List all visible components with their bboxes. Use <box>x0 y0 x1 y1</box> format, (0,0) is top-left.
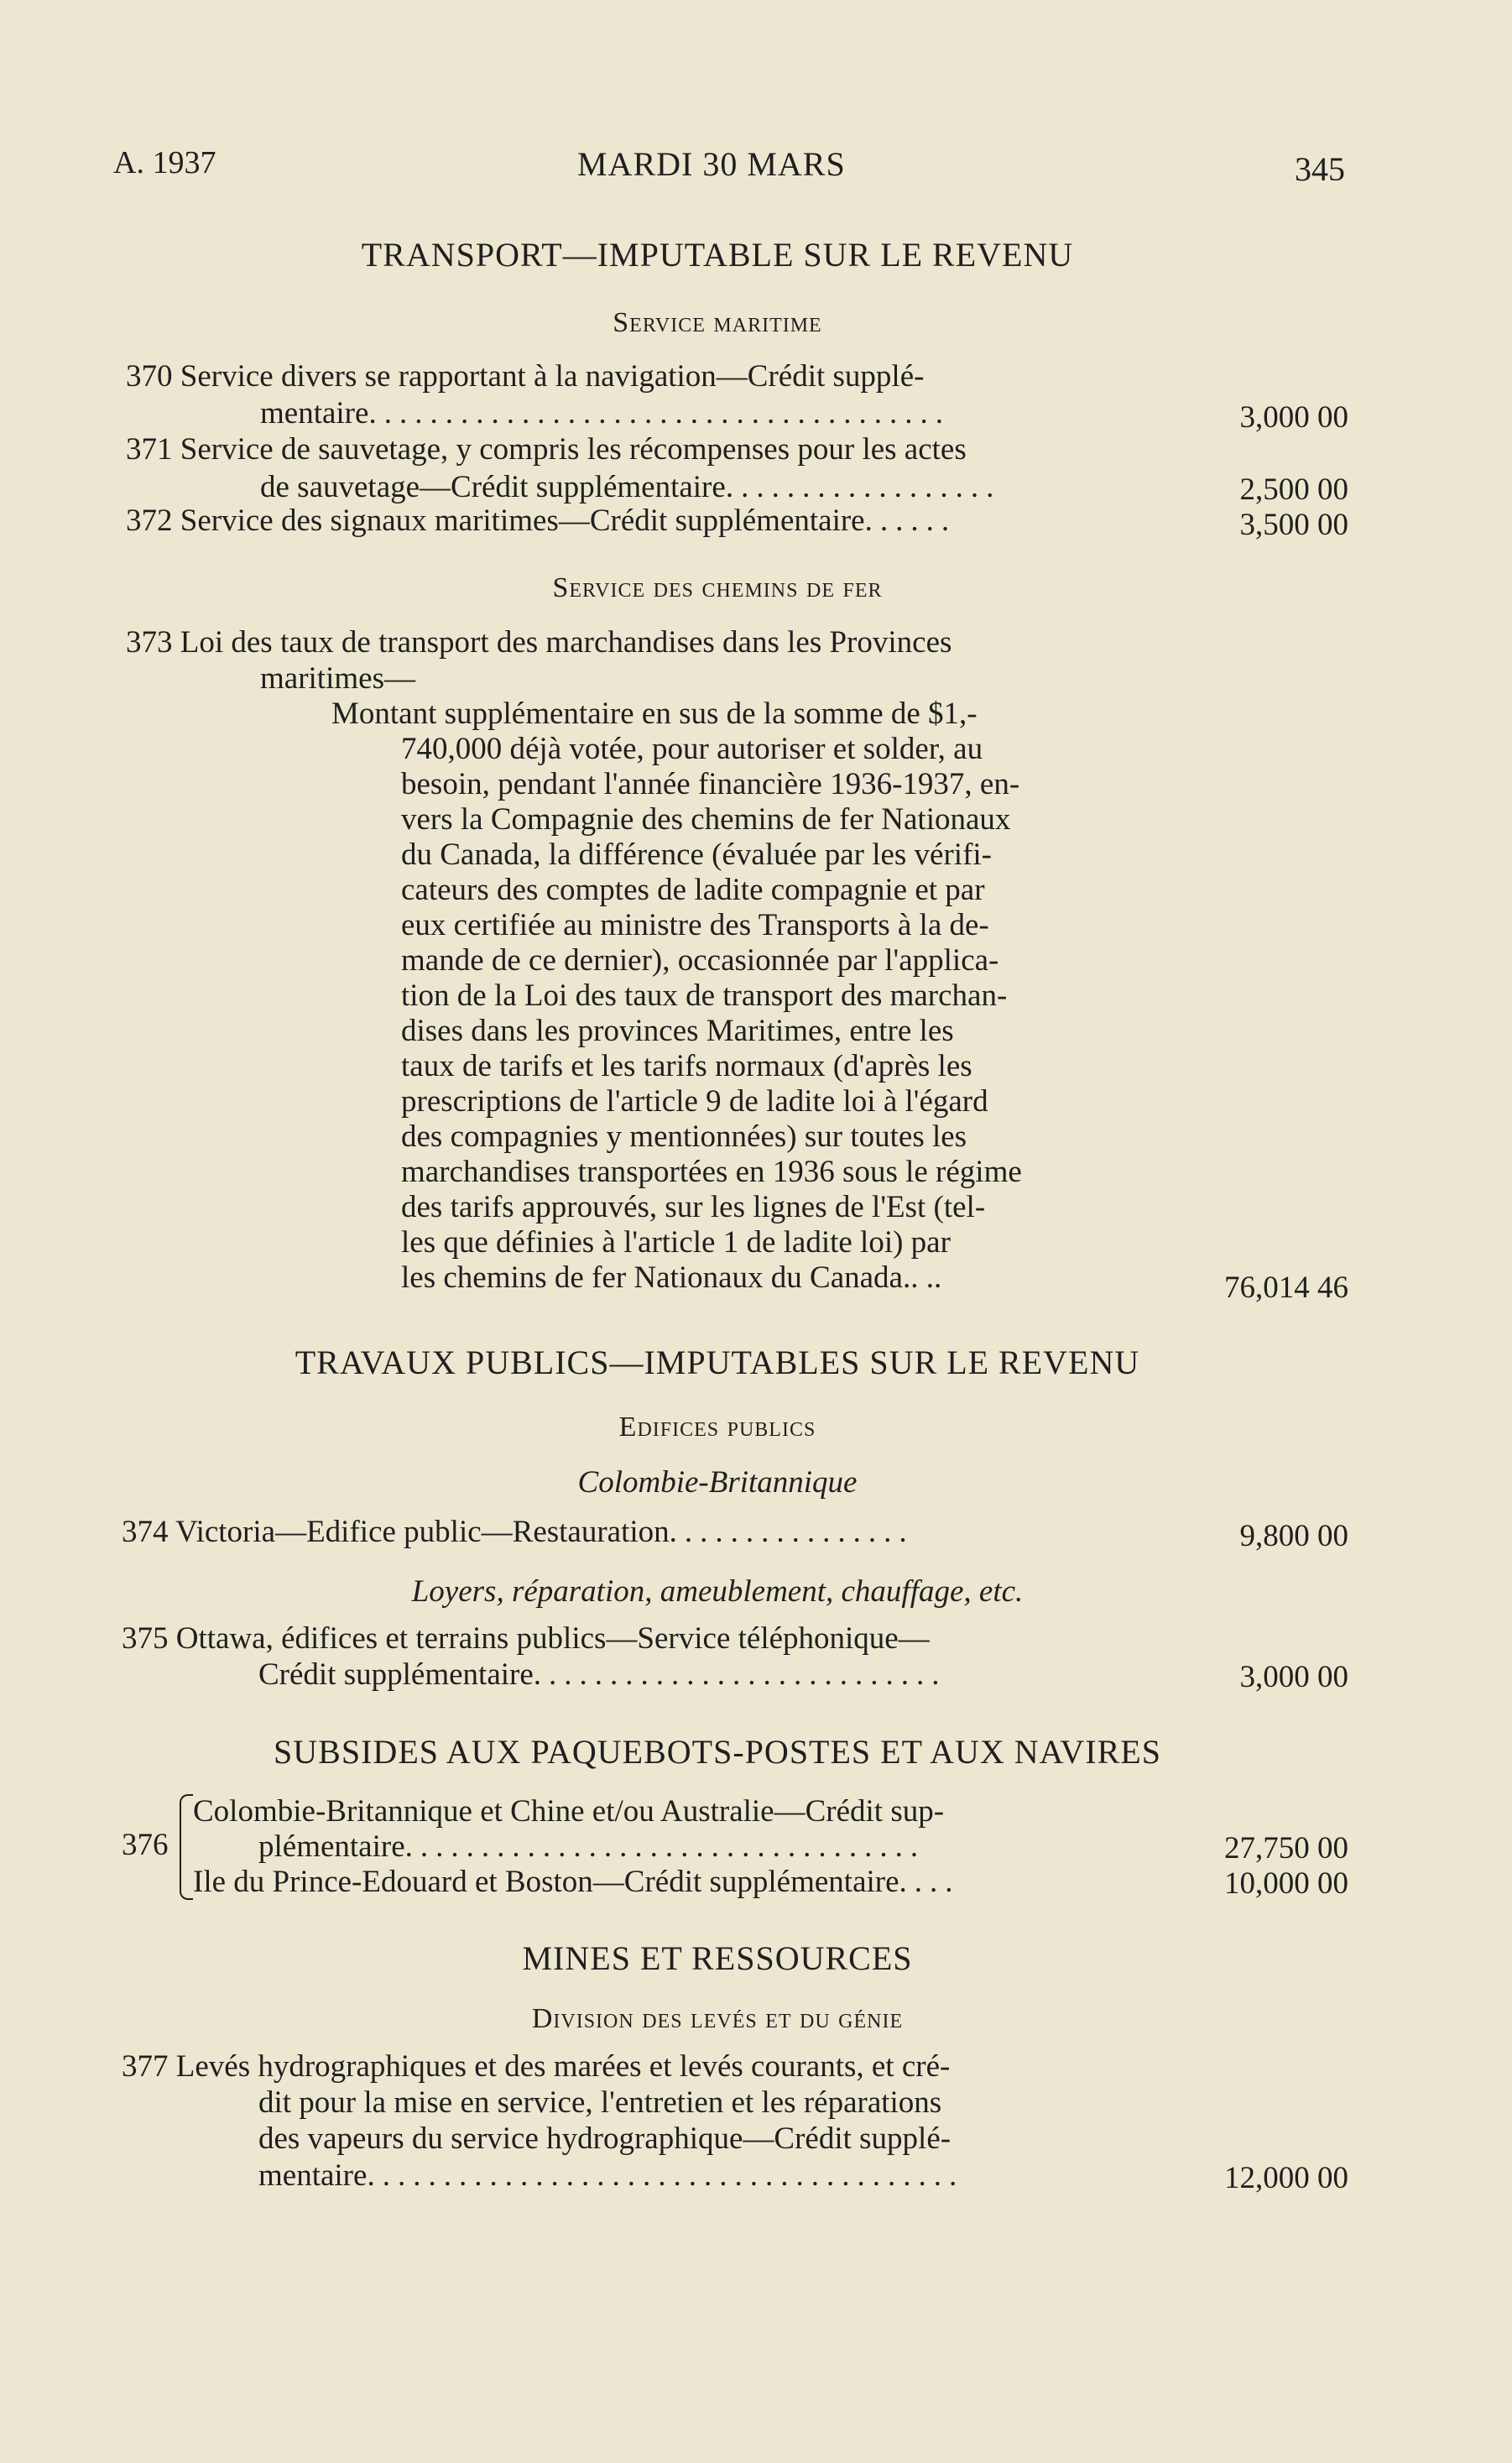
item-372-line1: 372 Service des signaux maritimes—Crédit supplémentaire...... <box>126 504 957 538</box>
item-376-line1: Colombie-Britannique et Chine et/ou Australie—Crédit sup- <box>193 1794 945 1829</box>
item-376-brace <box>180 1794 193 1900</box>
subsection-title-railways: Service des chemins de fer <box>552 572 883 603</box>
item-373-body-10: taux de tarifs et les tarifs normaux (d'après les <box>401 1049 972 1083</box>
item-373-body-15: les que définies à l'article 1 de ladite loi) par <box>401 1225 951 1260</box>
item-373-body-4: du Canada, la différence (évaluée par les vérifi- <box>401 838 992 872</box>
item-370-line2: mentaire...................................... <box>260 396 951 431</box>
item-376-amount-1: 27,750 00 <box>1224 1831 1348 1866</box>
header-year: A. 1937 <box>113 145 216 180</box>
item-373-body-6: eux certifiée au ministre des Transports à la de- <box>401 908 989 942</box>
subsection-title-division: Division des levés et du génie <box>531 2003 904 2034</box>
item-374-line1: 374 Victoria—Edifice public—Restauration................ <box>122 1515 915 1549</box>
item-375-line1: 375 Ottawa, édifices et terrains publics—Service téléphonique— <box>122 1621 930 1656</box>
item-373-body-2: besoin, pendant l'année financière 1936-1937, en- <box>401 767 1020 801</box>
section-title-mines: MINES ET RESSOURCES <box>522 1939 913 1977</box>
item-373-body-16: les chemins de fer Nationaux du Canada.. .. <box>401 1260 942 1295</box>
item-373-body-7: mande de ce dernier), occasionnée par l'applica- <box>401 943 999 978</box>
item-373-amount: 76,014 46 <box>1224 1271 1348 1305</box>
section-title-public-works: TRAVAUX PUBLICS—IMPUTABLES SUR LE REVENU <box>295 1344 1140 1381</box>
subsection-title-maritime: Service maritime <box>613 307 822 338</box>
item-371-amount: 2,500 00 <box>1239 472 1348 507</box>
header-date: MARDI 30 MARS <box>577 145 846 183</box>
item-376-amount-2: 10,000 00 <box>1224 1866 1348 1901</box>
item-373-body-9: dises dans les provinces Maritimes, entre les <box>401 1014 954 1048</box>
item-376-line3: Ile du Prince-Edouard et Boston—Crédit supplémentaire.... <box>193 1865 961 1899</box>
item-373-body-11: prescriptions de l'article 9 de ladite loi à l'égard <box>401 1084 988 1119</box>
subsection-bc: Colombie-Britannique <box>577 1465 858 1500</box>
item-370-line1: 370 Service divers se rapportant à la navigation—Crédit supplé- <box>126 359 925 394</box>
item-373-body-0: Montant supplémentaire en sus de la somme de $1,- <box>331 697 978 731</box>
section-title-transport: TRANSPORT—IMPUTABLE SUR LE REVENU <box>361 236 1074 274</box>
item-377-line1: 377 Levés hydrographiques et des marées et levés courants, et cré- <box>122 2049 951 2084</box>
item-371-line1: 371 Service de sauvetage, y compris les récompenses pour les actes <box>126 432 967 467</box>
section-title-subsidies: SUBSIDES AUX PAQUEBOTS-POSTES ET AUX NAVIRES <box>274 1733 1161 1771</box>
item-377-line3: des vapeurs du service hydrographique—Crédit supplé- <box>258 2121 952 2156</box>
item-377-line2: dit pour la mise en service, l'entretien et les réparations <box>258 2085 942 2120</box>
item-373-body-5: cateurs des comptes de ladite compagnie et par <box>401 873 985 907</box>
item-373-body-3: vers la Compagnie des chemins de fer Nationaux <box>401 802 1011 837</box>
item-373-body-12: des compagnies y mentionnées) sur toutes les <box>401 1119 967 1154</box>
item-373-line2: maritimes— <box>260 661 415 696</box>
page-number: 345 <box>1295 150 1345 188</box>
item-375-amount: 3,000 00 <box>1239 1660 1348 1694</box>
item-373-line1: 373 Loi des taux de transport des marchandises dans les Provinces <box>126 625 952 660</box>
subsection-rent: Loyers, réparation, ameublement, chauffage, etc. <box>411 1574 1024 1609</box>
item-377-amount: 12,000 00 <box>1224 2161 1348 2195</box>
item-370-amount: 3,000 00 <box>1239 400 1348 435</box>
item-371-line2: de sauvetage—Crédit supplémentaire.................. <box>260 470 1002 504</box>
item-373-body-1: 740,000 déjà votée, pour autoriser et solder, au <box>401 732 983 766</box>
subsection-title-buildings: Edifices publics <box>618 1412 816 1443</box>
item-375-line2: Crédit supplémentaire........................... <box>258 1657 947 1692</box>
item-373-body-13: marchandises transportées en 1936 sous le régime <box>401 1155 1022 1189</box>
item-374-amount: 9,800 00 <box>1239 1519 1348 1553</box>
item-373-body-8: tion de la Loi des taux de transport des marchan- <box>401 978 1008 1013</box>
item-372-amount: 3,500 00 <box>1239 508 1348 542</box>
item-377-line4: mentaire....................................... <box>258 2158 965 2193</box>
item-376-number: 376 <box>122 1828 169 1862</box>
item-376-line2: plémentaire.................................. <box>258 1829 926 1864</box>
item-373-body-14: des tarifs approuvés, sur les lignes de l'Est (tel- <box>401 1190 986 1224</box>
